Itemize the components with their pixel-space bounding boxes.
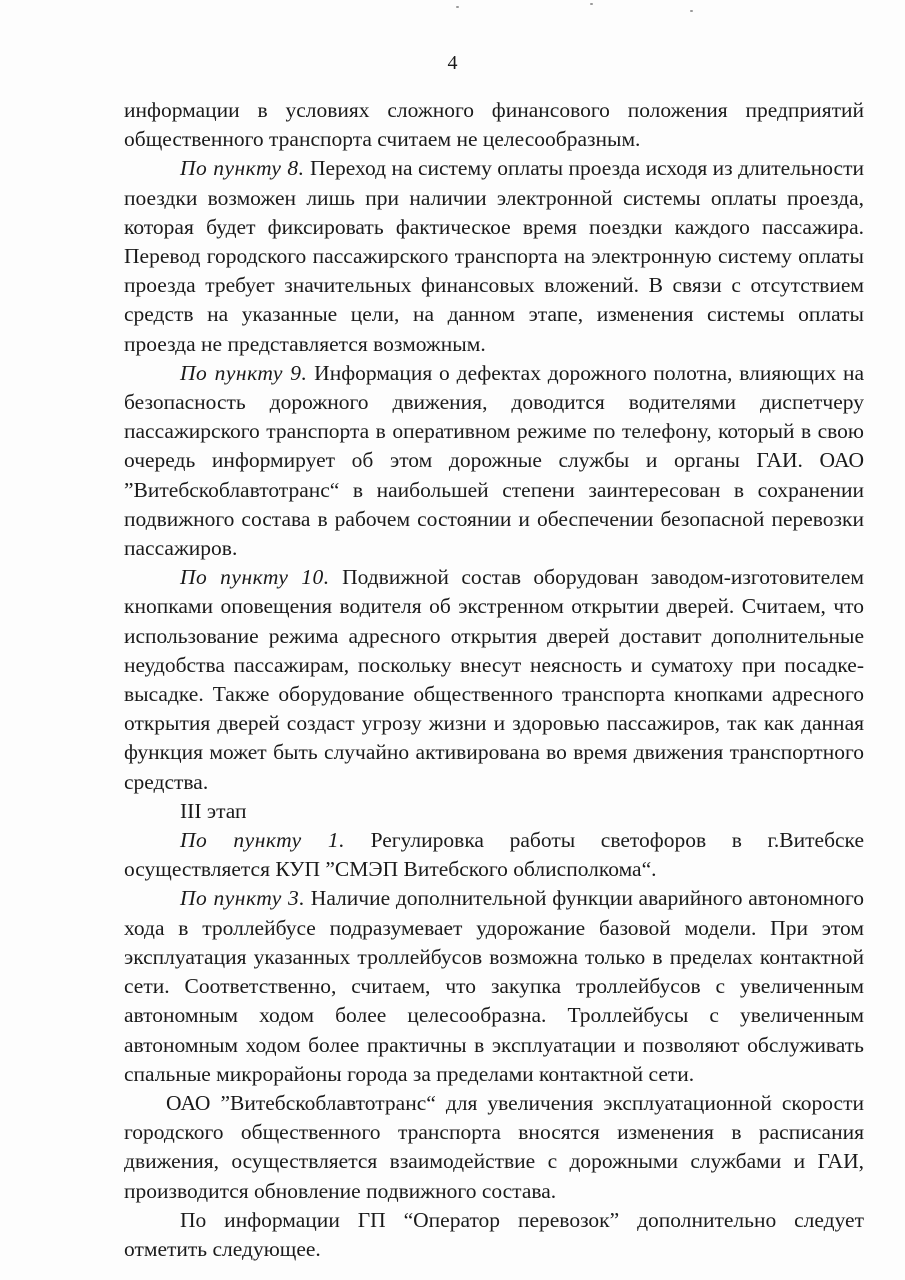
point-reference: По пункту 9.: [180, 360, 308, 385]
paragraph-point-8: [124, 154, 864, 358]
paragraph-text: Наличие дополнительной функции аварийного автономного хода в троллейбусе подразумевает удорожание базовой модели. При этом эксплуатация указанных троллейбусов возможна только в пределах контактной сети. Соответственно, считаем, что закупка троллейбусов с увеличенным автономным ходом более целесообразна. Троллейбусы с увеличенным автономным ходом более практичны в эксплуатации и позволяют обслуживать спальные микрорайоны города за пределами контактной сети.: [124, 886, 865, 1086]
paragraph-text: информации в условиях сложного финансового положения предприятий общественного транспорта считаем не целесообразным.: [124, 98, 864, 152]
paragraph-text: По информации ГП “Оператор перевозок” дополнительно следует отметить следующее.: [124, 1207, 864, 1261]
paragraph-point-9: [124, 359, 864, 563]
scan-speck: [590, 3, 593, 5]
stage-title: III этап: [180, 798, 247, 823]
paragraph-text: ОАО ”Витебскоблавтотранс“ для увеличения эксплуатационной скорости городского общественного транспорта вносятся изменения в расписания движения, осуществляется взаимодействие с дорожными службами и ГАИ, производится обновление подвижного состава.: [124, 1090, 864, 1203]
point-reference: По пункту 1.: [180, 828, 345, 853]
paragraph-operator-note: [124, 1206, 864, 1264]
paragraph-stage3-point-1: [124, 826, 864, 884]
scan-speck: [690, 10, 693, 12]
document-body: [124, 96, 864, 1264]
point-reference: По пункту 8.: [180, 156, 305, 181]
point-reference: По пункту 3.: [180, 886, 306, 911]
paragraph-text: Информация о дефектах дорожного полотна, влияющих на безопасность дорожного движения, доводится водителями диспетчеру пассажирского транспорта в оперативном режиме по телефону, который в свою очередь информирует об этом дорожные службы и органы ГАИ. ОАО ”Витебскоблавтотранс“ в наибольшей степени заинтересован в сохранении подвижного состава в рабочем состоянии и обеспечении безопасной перевозки пассажиров.: [124, 360, 864, 561]
paragraph-text: Подвижной состав оборудован заводом-изготовителем кнопками оповещения водителя об экстренном открытии дверей. Считаем, что использование режима адресного открытия дверей доставит дополнительные неудобства пассажирам, поскольку внесут неясность и суматоху при посадке-высадке. Также оборудование общественного транспорта кнопками адресного открытия дверей создаст угрозу жизни и здоровью пассажиров, так как данная функция может быть случайно активирована во время движения транспортного средства.: [124, 565, 864, 794]
page-number: 4: [447, 52, 458, 74]
paragraph-intro-continuation: [124, 96, 864, 154]
stage-heading: [124, 797, 864, 826]
point-reference: По пункту 10.: [180, 565, 330, 590]
paragraph-text: Переход на систему оплаты проезда исходя из длительности поездки возможен лишь при наличии электронной системы оплаты проезда, которая будет фиксировать фактическое время поездки каждого пассажира. Перевод городского пассажирского транспорта на электронную систему оплаты проезда требует значительных финансовых вложений. В связи с отсутствием средств на указанные цели, на данном этапе, изменения системы оплаты проезда не представляется возможным.: [124, 156, 864, 356]
paragraph-text: Регулировка работы светофоров в г.Витебске осуществляется КУП ”СМЭП Витебского облисполкома“.: [124, 828, 865, 882]
paragraph-point-10: [124, 563, 864, 797]
paragraph-stage3-point-3: [124, 884, 864, 1088]
paragraph-company-measures: [124, 1089, 864, 1206]
scan-speck: [456, 6, 459, 8]
